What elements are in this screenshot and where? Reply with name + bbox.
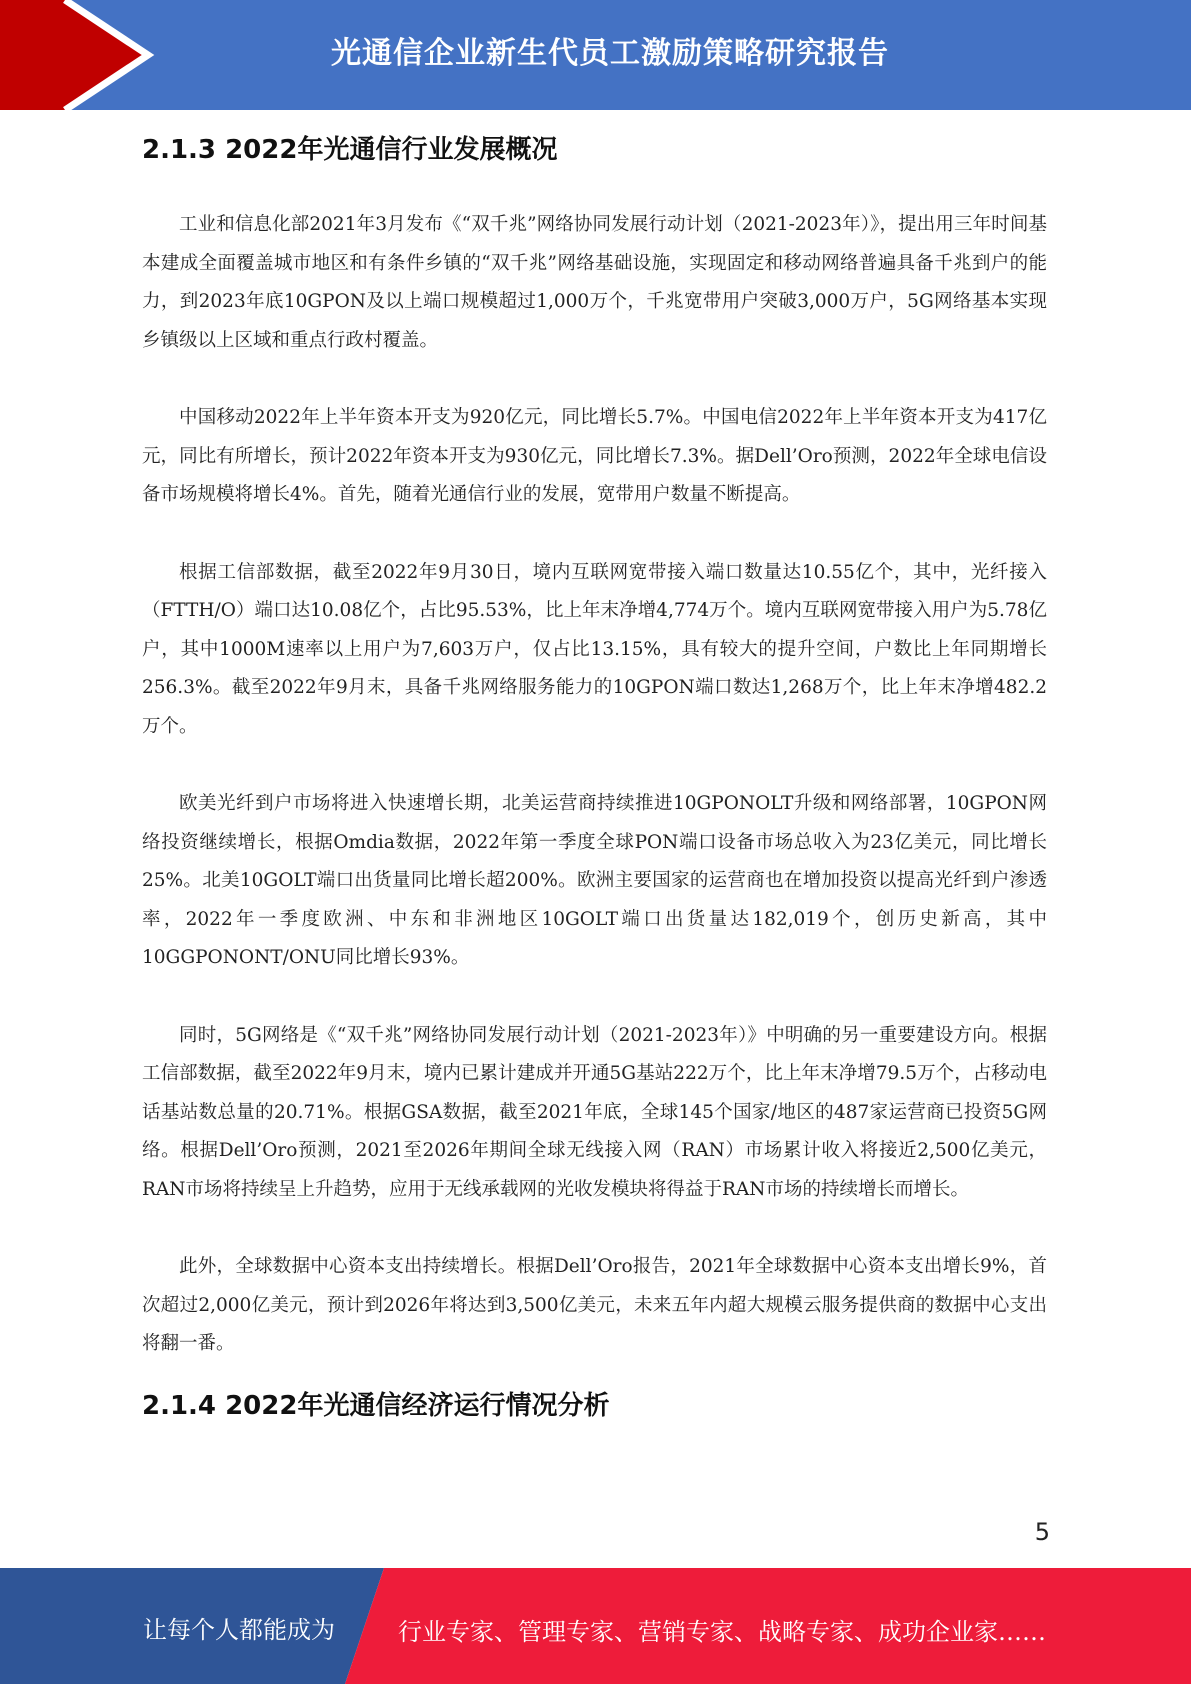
page-footer [0, 1568, 1191, 1684]
section-heading-2-1-4: 2.1.4 2022年光通信经济运行情况分析 [142, 1390, 610, 1421]
paragraph: 工业和信息化部2021年3月发布《“双千兆”网络协同发展行动计划（2021-2023年）》，提出用三年时间基本建成全面覆盖城市地区和有条件乡镇的“双千兆”网络基础设施，实现固定和移动网络普遍具备千兆到户的能力，到2023年底10GPON及以上端口规模超过1,000万个，千兆宽带用户突破3,000万户，5G网络基本实现乡镇级以上区域和重点行政村覆盖。 [142, 214, 1047, 351]
section-heading-2-1-3: 2.1.3 2022年光通信行业发展概况 [142, 135, 558, 165]
paragraph: 中国移动2022年上半年资本开支为920亿元，同比增长5.7%。中国电信2022年上半年资本开支为417亿元，同比有所增长，预计2022年资本开支为930亿元，同比增长7.3%。据Dell’Oro预测，2022年全球电信设备市场规模将增长4%。首先，随着光通信行业的发展，宽带用户数量不断提高。 [142, 407, 1047, 505]
paragraph: 同时，5G网络是《“双千兆”网络协同发展行动计划（2021-2023年）》中明确的另一重要建设方向。根据工信部数据，截至2022年9月末，境内已累计建成并开通5G基站222万个，比上年末净增79.5万个，占移动电话基站数总量的20.71%。根据GSA数据，截至2021年底，全球145个国家/地区的487家运营商已投资5G网络。根据Dell’Oro预测，2021至2026年期间全球无线接入网（RAN）市场累计收入将接近2,500亿美元，RAN市场将持续呈上升趋势，应用于无线承载网的光收发模块将得益于RAN市场的持续增长而增长。 [142, 1024, 1047, 1200]
paragraph: 欧美光纤到户市场将进入快速增长期，北美运营商持续推进10GPONOLT升级和网络部署，10GPON网络投资继续增长，根据Omdia数据，2022年第一季度全球PON端口设备市场总收入为23亿美元，同比增长25%。北美10GOLT端口出货量同比增长超200%。欧洲主要国家的运营商也在增加投资以提高光纤到户渗透率，2022年一季度欧洲、中东和非洲地区10GOLT端口出货量达182,019个，创历史新高，其中10GGPONONT/ONU同比增长93%。 [142, 793, 1047, 968]
paragraph: 根据工信部数据，截至2022年9月30日，境内互联网宽带接入端口数量达10.55亿个，其中，光纤接入（FTTH/O）端口达10.08亿个，占比95.53%，比上年末净增4,774万个。境内互联网宽带接入用户为5.78亿户，其中1000M速率以上用户为7,603万户，仅占比13.15%，具有较大的提升空间，户数比上年同期增长256.3%。截至2022年9月末，具备千兆网络服务能力的10GPON端口数达1,268万个，比上年末净增482.2万个。 [142, 561, 1047, 737]
header-title: 光通信企业新生代员工激励策略研究报告 [331, 36, 889, 71]
footer-slogan-left: 让每个人都能成为 [143, 1616, 335, 1644]
paragraph: 此外，全球数据中心资本支出持续增长。根据Dell’Oro报告，2021年全球数据中心资本支出增长9%，首次超过2,000亿美元，预计到2026年将达到3,500亿美元，未来五年内超大规模云服务提供商的数据中心支出将翻一番。 [142, 1256, 1047, 1354]
page-number: 5 [1034, 1518, 1050, 1546]
main-content [142, 122, 1047, 1434]
footer-slogan-right: 行业专家、管理专家、营销专家、战略专家、成功企业家…… [398, 1618, 1046, 1646]
page-header [0, 0, 1191, 110]
